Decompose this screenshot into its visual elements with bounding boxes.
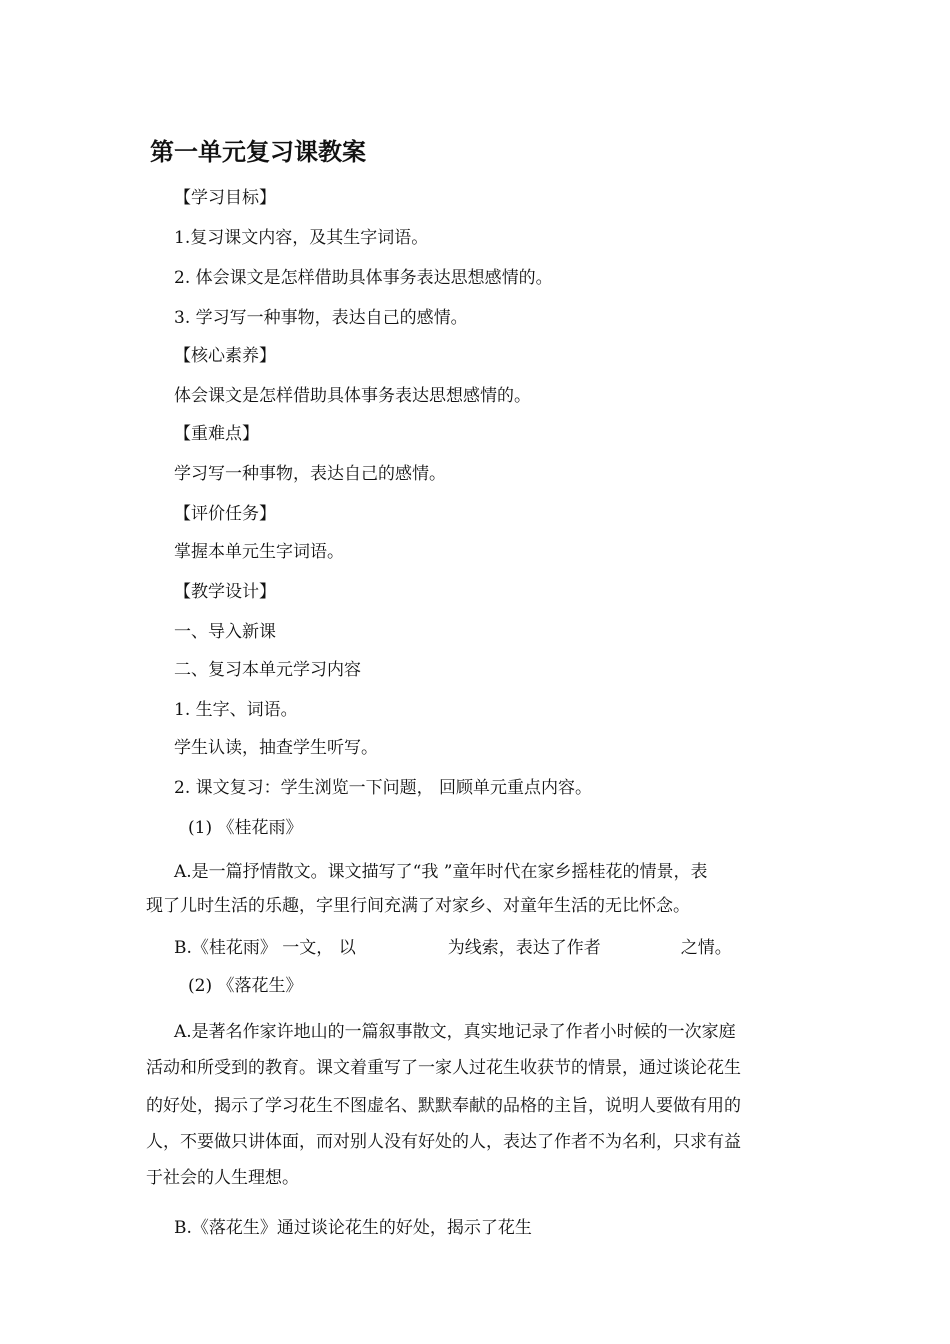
evaluation-text: 掌握本单元生字词语。 <box>174 542 344 562</box>
item-1-text: 学生认读，抽查学生听写。 <box>174 738 378 758</box>
sub-item-1-a-line-2: 现了儿时生活的乐趣，字里行间充满了对家乡、对童年生活的无比怀念。 <box>146 896 690 916</box>
sub-item-2-a-line-4: 人，不要做只讲体面，而对别人没有好处的人，表达了作者不为名利，只求有益 <box>146 1132 741 1152</box>
core-literacy-text: 体会课文是怎样借助具体事务表达思想感情的。 <box>174 386 531 406</box>
sub-item-1-title: (1) 《桂花雨》 <box>188 818 303 838</box>
sub-item-1-b-part-2: 为线索，表达了作者 <box>447 938 601 958</box>
sub-item-2-a-line-1: A.是著名作家许地山的一篇叙事散文，真实地记录了作者小时候的一次家庭 <box>174 1022 736 1042</box>
sub-item-2-a-line-5: 于社会的人生理想。 <box>146 1168 299 1188</box>
heading-learning-goals: 【学习目标】 <box>174 188 276 208</box>
goal-2: 2. 体会课文是怎样借助具体事务表达思想感情的。 <box>174 268 553 288</box>
heading-core-literacy: 【核心素养】 <box>174 346 276 366</box>
sub-item-1-b-part-1: B.《桂花雨》 一文， 以 <box>174 938 356 958</box>
sub-item-1-b-part-3: 之情。 <box>680 938 732 958</box>
heading-teaching-design: 【教学设计】 <box>174 582 276 602</box>
sub-item-1-a-line-1: A.是一篇抒情散文。课文描写了“我 ”童年时代在家乡摇桂花的情景，表 <box>174 862 708 882</box>
page-title: 第一单元复习课教案 <box>150 137 366 166</box>
item-2: 2. 课文复习：学生浏览一下问题， 回顾单元重点内容。 <box>174 778 593 798</box>
key-points-text: 学习写一种事物，表达自己的感情。 <box>174 464 446 484</box>
item-1: 1. 生字、词语。 <box>174 700 298 720</box>
goal-1: 1.复习课文内容，及其生字词语。 <box>174 228 429 248</box>
step-1: 一、导入新课 <box>174 622 276 642</box>
step-2: 二、复习本单元学习内容 <box>174 660 361 680</box>
sub-item-2-title: (2) 《落花生》 <box>188 976 303 996</box>
sub-item-2-a-line-2: 活动和所受到的教育。课文着重写了一家人过花生收获节的情景，通过谈论花生 <box>146 1058 741 1078</box>
heading-evaluation: 【评价任务】 <box>174 504 276 524</box>
heading-key-points: 【重难点】 <box>174 424 259 444</box>
goal-3: 3. 学习写一种事物，表达自己的感情。 <box>174 308 468 328</box>
sub-item-1-b <box>174 936 732 960</box>
sub-item-2-b-line-1: B.《落花生》通过谈论花生的好处，揭示了花生 <box>174 1218 532 1238</box>
sub-item-2-a-line-3: 的好处，揭示了学习花生不图虚名、默默奉献的品格的主旨，说明人要做有用的 <box>146 1096 741 1116</box>
